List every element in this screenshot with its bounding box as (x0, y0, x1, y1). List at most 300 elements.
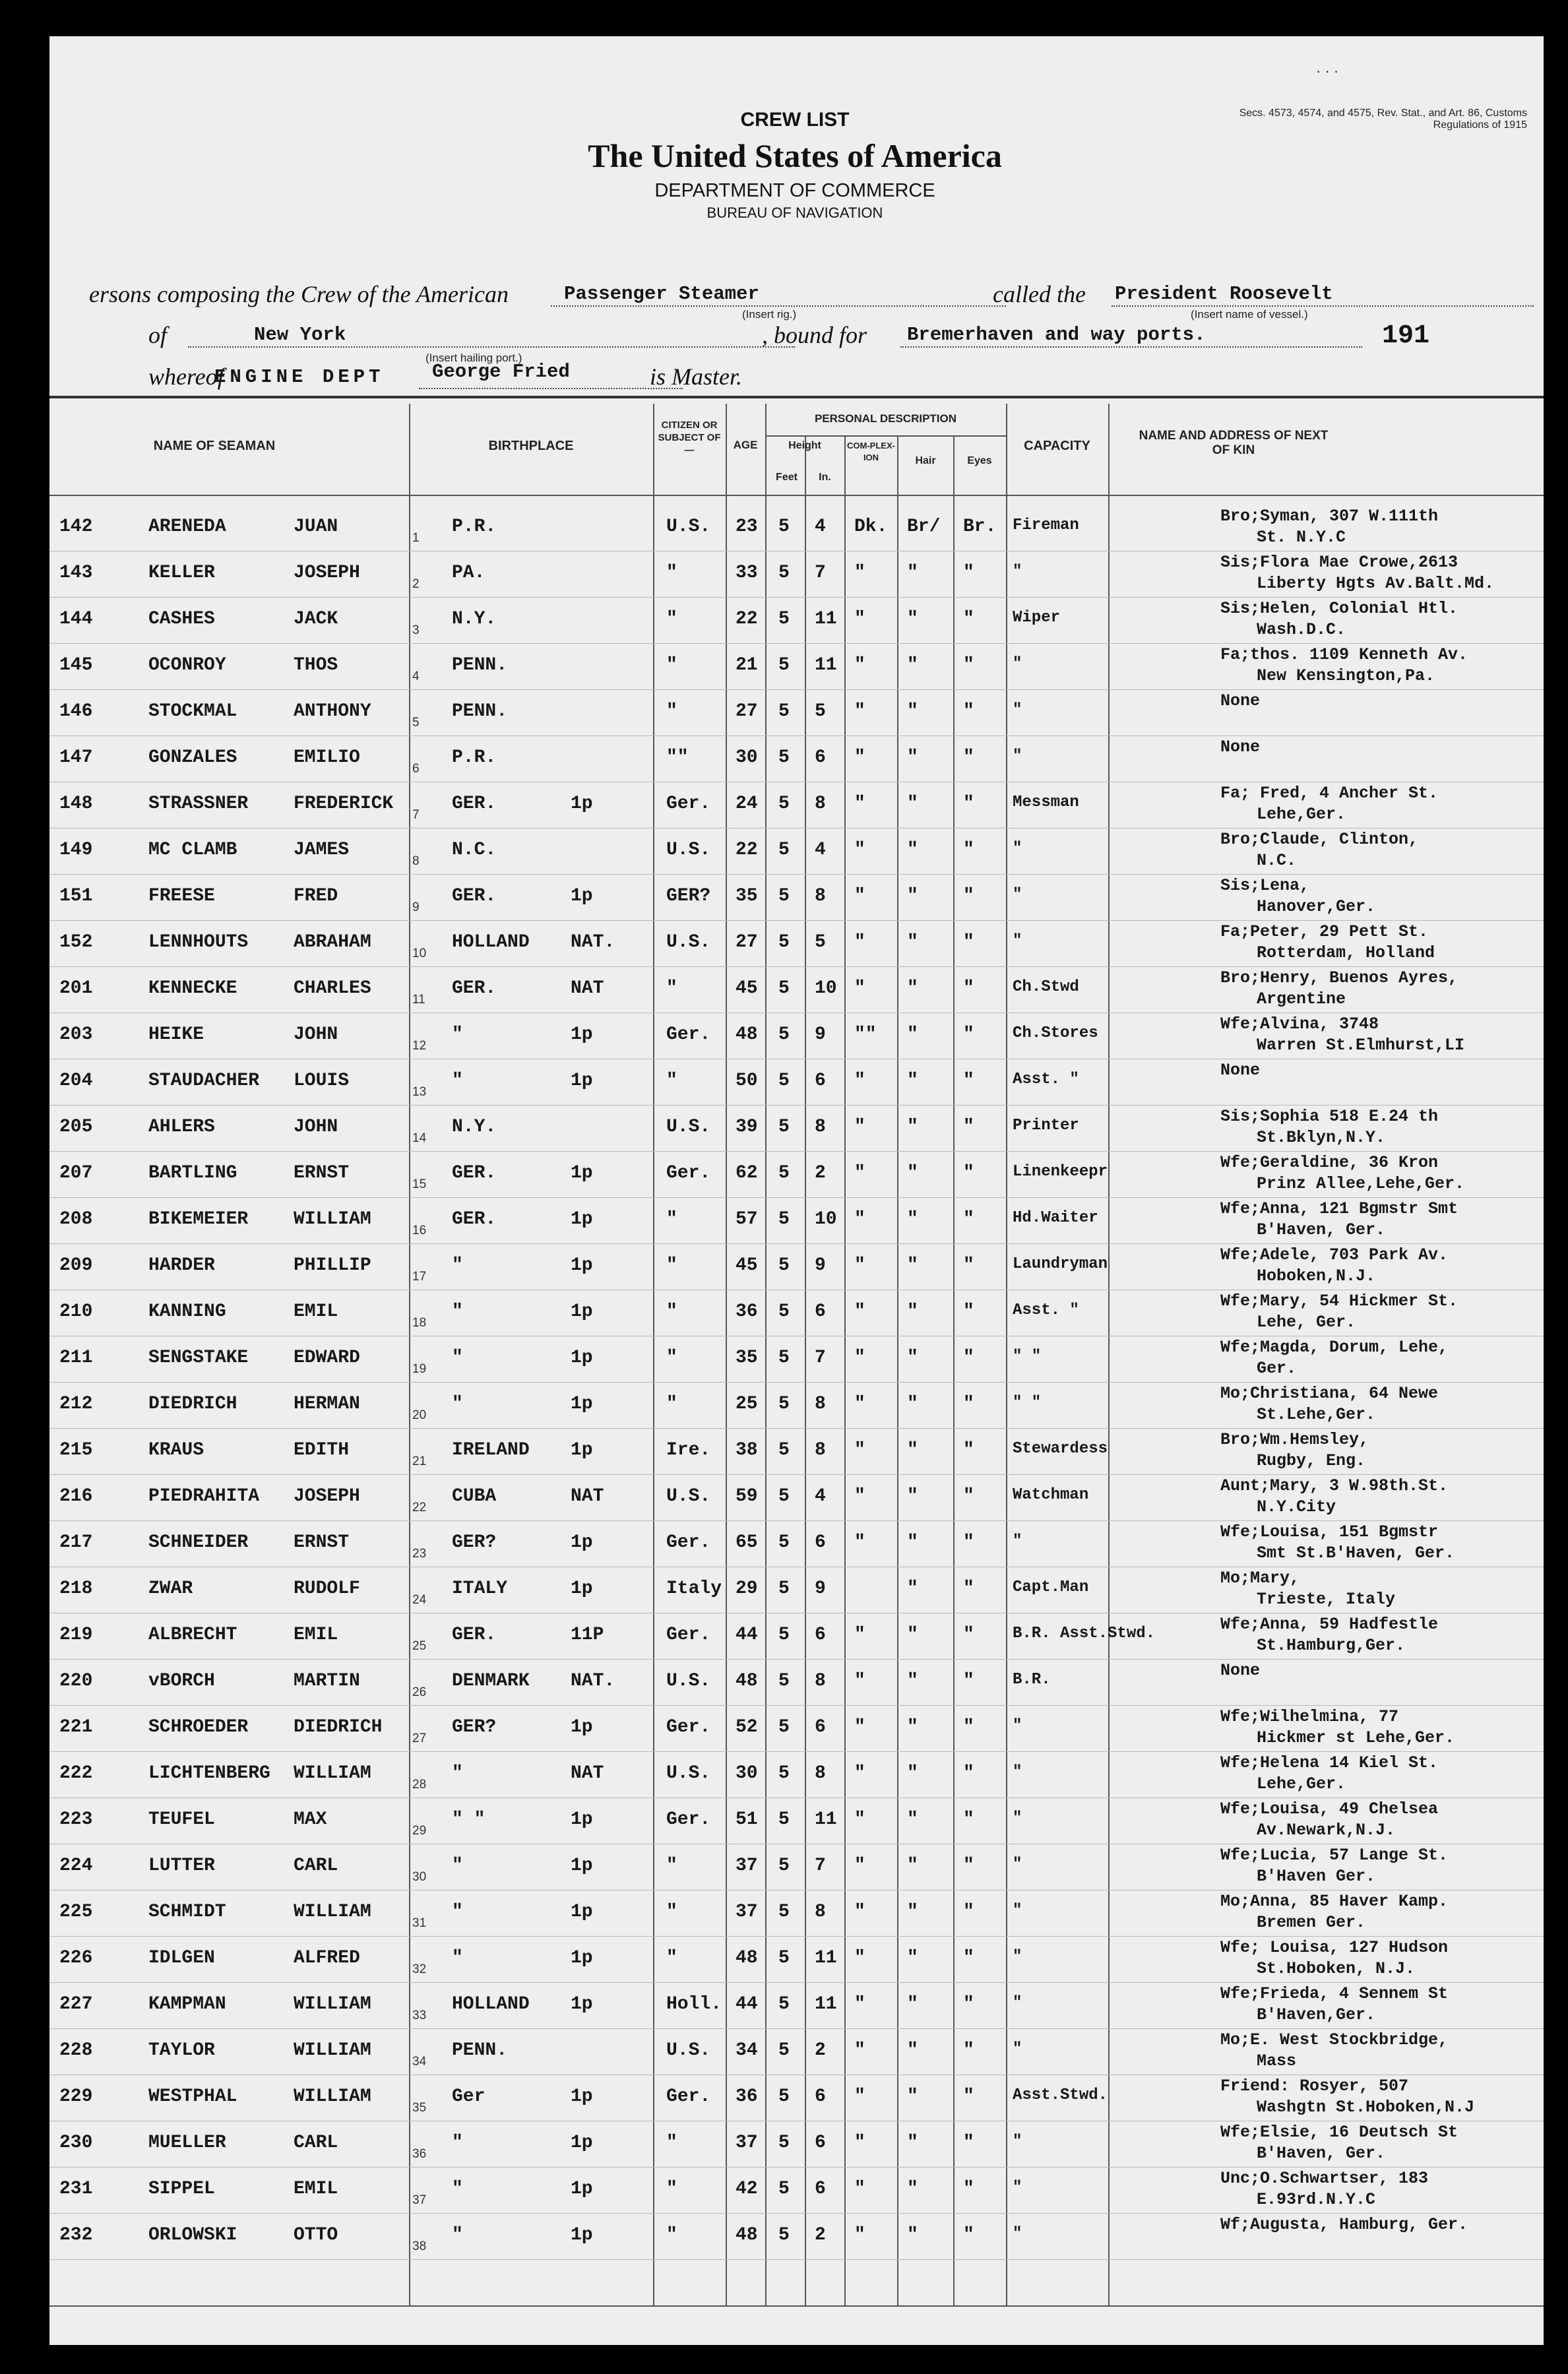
next-of-kin-line-2: Wash.D.C. (1257, 620, 1346, 639)
table-row (49, 1613, 1544, 1660)
line-number: 26 (412, 1685, 427, 1699)
row-number: 218 (59, 1578, 93, 1599)
seaman-given-name: EMILIO (294, 747, 360, 768)
height-inches: 8 (815, 1117, 826, 1137)
hair: " (907, 1902, 918, 1922)
naturalization: 1p (571, 1948, 593, 1968)
eyes: " (963, 747, 974, 768)
eyes: " (963, 1625, 974, 1645)
next-of-kin-line-2: Argentine (1257, 989, 1346, 1009)
age: 65 (736, 1532, 758, 1553)
age: 22 (736, 840, 758, 860)
age: 48 (736, 1671, 758, 1691)
hair: " (907, 1532, 918, 1553)
table-row (49, 828, 1544, 875)
table-top-rule (49, 396, 1544, 398)
complexion: " (854, 1671, 865, 1691)
hair: " (907, 701, 918, 722)
row-number: 221 (59, 1717, 93, 1737)
complexion: " (854, 655, 865, 675)
seaman-surname: KAMPMAN (148, 1994, 226, 2015)
row-number: 226 (59, 1948, 93, 1968)
capacity: Printer (1013, 1117, 1079, 1135)
eyes: Br. (963, 516, 997, 537)
eyes: " (963, 1071, 974, 1091)
next-of-kin-line-2: Trieste, Italy (1257, 1590, 1396, 1609)
next-of-kin-line-2: St.Lehe,Ger. (1257, 1405, 1376, 1424)
height-feet: 5 (778, 1117, 790, 1137)
complexion: " (854, 2040, 865, 2061)
hair: " (907, 1394, 918, 1414)
line-number: 8 (412, 854, 420, 868)
capacity: " (1013, 2179, 1022, 2197)
seaman-surname: PIEDRAHITA (148, 1486, 260, 1507)
height-feet: 5 (778, 1440, 790, 1460)
seaman-surname: SCHMIDT (148, 1902, 226, 1922)
table-row (49, 2121, 1544, 2168)
capacity: " (1013, 1948, 1022, 1966)
naturalization: 1p (571, 1856, 593, 1876)
seaman-given-name: THOS (294, 655, 338, 675)
next-of-kin-line-2: B'Haven, Ger. (1257, 2144, 1386, 2163)
table-row (49, 643, 1544, 690)
birthplace: GER. (452, 1163, 497, 1183)
table-row (49, 1474, 1544, 1521)
naturalization: 1p (571, 1532, 593, 1553)
height-inches: 6 (815, 1301, 826, 1322)
next-of-kin-line-1: Sis;Sophia 518 E.24 th (1220, 1107, 1439, 1126)
citizenship: " (666, 2179, 677, 2199)
naturalization: 1p (571, 2133, 593, 2153)
next-of-kin-line-2: Av.Newark,N.J. (1257, 1821, 1396, 1840)
hair: " (907, 2086, 918, 2107)
next-of-kin-line-2: Mass (1257, 2051, 1297, 2071)
citizenship: Ger. (666, 1163, 711, 1183)
table-row (49, 2028, 1544, 2075)
complexion: " (854, 1809, 865, 1830)
seaman-surname: MUELLER (148, 2133, 226, 2153)
age: 22 (736, 609, 758, 629)
row-number: 201 (59, 978, 93, 999)
seaman-given-name: ERNST (294, 1163, 350, 1183)
hair: " (907, 886, 918, 906)
seaman-given-name: WILLIAM (294, 1902, 371, 1922)
eyes: " (963, 609, 974, 629)
table-row (49, 966, 1544, 1013)
next-of-kin-line-1: None (1220, 1061, 1261, 1080)
next-of-kin-line-1: Fa;Peter, 29 Pett St. (1220, 922, 1429, 941)
seaman-given-name: WILLIAM (294, 1209, 371, 1230)
row-number: 209 (59, 1255, 93, 1276)
complexion: " (854, 747, 865, 768)
row-number: 225 (59, 1902, 93, 1922)
next-of-kin-line-2: Hanover,Ger. (1257, 897, 1376, 916)
eyes: " (963, 2225, 974, 2245)
next-of-kin-line-2: Liberty Hgts Av.Balt.Md. (1257, 574, 1495, 593)
height-feet: 5 (778, 1948, 790, 1968)
height-inches: 7 (815, 1856, 826, 1876)
nation-heading: The United States of America (588, 137, 1002, 174)
citizenship: U.S. (666, 1671, 711, 1691)
age: 21 (736, 655, 758, 675)
line-number: 25 (412, 1639, 427, 1653)
age: 37 (736, 1856, 758, 1876)
next-of-kin-line-1: Wfe;Anna, 121 Bgmstr Smt (1220, 1199, 1458, 1218)
age: 59 (736, 1486, 758, 1507)
age: 42 (736, 2179, 758, 2199)
citizenship: " (666, 1902, 677, 1922)
hair: " (907, 1163, 918, 1183)
citizenship: " (666, 1255, 677, 1276)
capacity: " (1013, 840, 1022, 858)
citizenship: " (666, 2133, 677, 2153)
eyes: " (963, 1948, 974, 1968)
next-of-kin-line-1: Unc;O.Schwartser, 183 (1220, 2169, 1429, 2188)
master-name: George Fried (432, 361, 570, 383)
hailing-caption: (Insert hailing port.) (425, 352, 522, 364)
hair: " (907, 2133, 918, 2153)
table-row (49, 1105, 1544, 1152)
hair: " (907, 1994, 918, 2015)
crew-intro-text: ersons composing the Crew of the American (89, 281, 509, 307)
line-number: 36 (412, 2147, 427, 2161)
age: 33 (736, 563, 758, 583)
capacity: " (1013, 1717, 1022, 1735)
eyes: " (963, 1994, 974, 2015)
seaman-given-name: MARTIN (294, 1671, 360, 1691)
hair: " (907, 1856, 918, 1876)
line-number: 9 (412, 900, 420, 914)
table-row (49, 1936, 1544, 1983)
birthplace: " (452, 2179, 463, 2199)
birthplace: IRELAND (452, 1440, 530, 1460)
birthplace: Ger (452, 2086, 486, 2107)
naturalization: NAT (571, 1486, 604, 1507)
seaman-surname: LUTTER (148, 1856, 215, 1876)
age: 23 (736, 516, 758, 537)
seaman-surname: MC CLAMB (148, 840, 237, 860)
line-number: 7 (412, 808, 420, 822)
citizenship: " (666, 1948, 677, 1968)
age: 45 (736, 1255, 758, 1276)
age: 35 (736, 886, 758, 906)
complexion: " (854, 1994, 865, 2015)
line-number: 21 (412, 1454, 427, 1468)
naturalization: 1p (571, 1301, 593, 1322)
table-row (49, 1751, 1544, 1798)
citizenship: Ger. (666, 1717, 711, 1737)
citizenship: "" (666, 747, 689, 768)
height-feet: 5 (778, 516, 790, 537)
complexion: " (854, 1763, 865, 1784)
citizenship: Italy (666, 1578, 722, 1599)
table-row (49, 2075, 1544, 2121)
next-of-kin-line-2: N.Y.City (1257, 1497, 1336, 1516)
rig-caption: (Insert rig.) (742, 308, 797, 321)
height-inches: 8 (815, 1394, 826, 1414)
eyes: " (963, 655, 974, 675)
citizenship: " (666, 1394, 677, 1414)
next-of-kin-line-1: Mo;Mary, (1220, 1569, 1300, 1588)
next-of-kin-line-1: None (1220, 1661, 1261, 1680)
col-header-personal: PERSONAL DESCRIPTION (814, 412, 957, 425)
seaman-given-name: JACK (294, 609, 338, 629)
table-row (49, 1151, 1544, 1198)
citizenship: Ger. (666, 1809, 711, 1830)
seaman-surname: SIPPEL (148, 2179, 215, 2199)
naturalization: 11P (571, 1625, 604, 1645)
seaman-surname: TEUFEL (148, 1809, 215, 1830)
next-of-kin-line-2: St.Hoboken, N.J. (1257, 1959, 1416, 1978)
next-of-kin-line-1: Wfe;Magda, Dorum, Lehe, (1220, 1338, 1449, 1357)
complexion: " (854, 609, 865, 629)
birthplace: " (452, 1024, 463, 1045)
hair: " (907, 794, 918, 814)
row-number: 224 (59, 1856, 93, 1876)
row-number: 212 (59, 1394, 93, 1414)
vessel-name: President Roosevelt (1115, 283, 1333, 305)
complexion: Dk. (854, 516, 888, 537)
seaman-given-name: WILLIAM (294, 2086, 371, 2107)
height-feet: 5 (778, 1255, 790, 1276)
birthplace: " (452, 1348, 463, 1368)
height-inches: 11 (815, 1948, 837, 1968)
statute-reference: Secs. 4573, 4574, and 4575, Rev. Stat., and Art. 86, Customs Regulations of 1915 (1239, 108, 1527, 131)
birthplace: N.C. (452, 840, 497, 860)
row-number: 147 (59, 747, 93, 768)
eyes: " (963, 932, 974, 953)
seaman-given-name: ERNST (294, 1532, 350, 1553)
hair: " (907, 840, 918, 860)
next-of-kin-line-1: Wfe;Adele, 703 Park Av. (1220, 1245, 1449, 1265)
row-number: 142 (59, 516, 93, 537)
col-header-age: AGE (733, 439, 758, 451)
naturalization: 1p (571, 1394, 593, 1414)
birthplace: GER? (452, 1717, 497, 1737)
eyes: " (963, 1578, 974, 1599)
eyes: " (963, 1763, 974, 1784)
birthplace: PA. (452, 563, 486, 583)
capacity: Capt.Man (1013, 1578, 1089, 1596)
height-feet: 5 (778, 701, 790, 722)
seaman-given-name: FRED (294, 886, 338, 906)
citizenship: " (666, 2225, 677, 2245)
height-inches: 8 (815, 1440, 826, 1460)
table-row (49, 782, 1544, 828)
line-number: 14 (412, 1131, 427, 1145)
hair: " (907, 2179, 918, 2199)
row-number: 207 (59, 1163, 93, 1183)
citizenship: Ger. (666, 794, 711, 814)
citizenship: " (666, 655, 677, 675)
height-inches: 6 (815, 1532, 826, 1553)
line-number: 19 (412, 1362, 427, 1376)
eyes: " (963, 1902, 974, 1922)
height-inches: 8 (815, 1763, 826, 1784)
next-of-kin-line-1: None (1220, 737, 1261, 757)
seaman-surname: LICHTENBERG (148, 1763, 270, 1784)
eyes: " (963, 1255, 974, 1276)
capacity: Watchman (1013, 1486, 1089, 1504)
eyes: " (963, 1440, 974, 1460)
citizenship: U.S. (666, 1117, 711, 1137)
height-inches: 8 (815, 886, 826, 906)
col-header-kin: NAME AND ADDRESS OF NEXT OF KIN (1139, 429, 1329, 457)
row-number: 144 (59, 609, 93, 629)
eyes: " (963, 1163, 974, 1183)
age: 36 (736, 2086, 758, 2107)
col-header-feet: Feet (776, 472, 798, 483)
citizenship: U.S. (666, 932, 711, 953)
seaman-given-name: JOHN (294, 1024, 338, 1045)
next-of-kin-line-2: Smt St.B'Haven, Ger. (1257, 1544, 1455, 1563)
bound-for-label: , bound for (762, 322, 867, 348)
seaman-surname: vBORCH (148, 1671, 215, 1691)
height-feet: 5 (778, 1486, 790, 1507)
eyes: " (963, 2133, 974, 2153)
seaman-surname: IDLGEN (148, 1948, 215, 1968)
capacity: " (1013, 886, 1022, 904)
age: 30 (736, 747, 758, 768)
line-number: 11 (412, 993, 425, 1007)
table-row (49, 1336, 1544, 1383)
next-of-kin-line-1: Wfe;Elsie, 16 Deutsch St (1220, 2123, 1458, 2142)
table-row (49, 1844, 1544, 1890)
birthplace: GER. (452, 886, 497, 906)
citizenship: " (666, 563, 677, 583)
complexion: " (854, 1255, 865, 1276)
complexion: " (854, 2086, 865, 2107)
complexion: " (854, 1209, 865, 1230)
age: 45 (736, 978, 758, 999)
table-row (49, 1890, 1544, 1937)
height-feet: 5 (778, 2086, 790, 2107)
birthplace: " (452, 1394, 463, 1414)
next-of-kin-line-2: E.93rd.N.Y.C (1257, 2190, 1376, 2209)
complexion: " (854, 794, 865, 814)
seaman-surname: FREESE (148, 886, 215, 906)
seaman-surname: STOCKMAL (148, 701, 237, 722)
next-of-kin-line-1: Wfe;Louisa, 49 Chelsea (1220, 1799, 1439, 1819)
hair: " (907, 1255, 918, 1276)
next-of-kin-line-1: Bro;Henry, Buenos Ayres, (1220, 968, 1458, 987)
birthplace: PENN. (452, 655, 508, 675)
master-line (419, 388, 683, 389)
age: 51 (736, 1809, 758, 1830)
height-inches: 7 (815, 563, 826, 583)
seaman-given-name: CARL (294, 1856, 338, 1876)
height-feet: 5 (778, 1625, 790, 1645)
seaman-given-name: JOHN (294, 1117, 338, 1137)
age: 27 (736, 701, 758, 722)
destination-line (900, 346, 1362, 348)
height-inches: 6 (815, 2179, 826, 2199)
seaman-given-name: ANTHONY (294, 701, 371, 722)
seaman-given-name: JOSEPH (294, 1486, 360, 1507)
complexion: " (854, 1440, 865, 1460)
corner-mark: · · · (1316, 63, 1339, 79)
table-row (49, 1982, 1544, 2029)
height-feet: 5 (778, 978, 790, 999)
height-inches: 4 (815, 516, 826, 537)
citizenship: Ger. (666, 1625, 711, 1645)
line-number: 31 (412, 1916, 427, 1930)
citizenship: " (666, 1856, 677, 1876)
hair: " (907, 1071, 918, 1091)
height-feet: 5 (778, 1348, 790, 1368)
capacity: " (1013, 1532, 1022, 1550)
birthplace: " (452, 1948, 463, 1968)
citizenship: U.S. (666, 516, 711, 537)
table-row (49, 1567, 1544, 1613)
height-feet: 5 (778, 1024, 790, 1045)
table-bottom-rule (49, 2305, 1544, 2307)
of-label: of (148, 322, 168, 348)
seaman-surname: BIKEMEIER (148, 1209, 249, 1230)
row-number: 204 (59, 1071, 93, 1091)
eyes: " (963, 2179, 974, 2199)
height-inches: 2 (815, 1163, 826, 1183)
birthplace: PENN. (452, 701, 508, 722)
col-header-eyes: Eyes (967, 455, 992, 466)
line-number: 23 (412, 1547, 427, 1561)
capacity: Laundryman (1013, 1255, 1108, 1273)
table-row (49, 1520, 1544, 1567)
height-feet: 5 (778, 1163, 790, 1183)
line-number: 15 (412, 1177, 427, 1191)
citizenship: U.S. (666, 1763, 711, 1784)
height-inches: 6 (815, 2133, 826, 2153)
next-of-kin-line-1: Aunt;Mary, 3 W.98th.St. (1220, 1476, 1449, 1495)
row-number: 216 (59, 1486, 93, 1507)
capacity: " (1013, 655, 1022, 673)
next-of-kin-line-2: Lehe, Ger. (1257, 1313, 1356, 1332)
next-of-kin-line-2: Washgtn St.Hoboken,N.J (1257, 2098, 1475, 2117)
hair: " (907, 1809, 918, 1830)
birthplace: " " (452, 1809, 486, 1830)
citizenship: Ger. (666, 2086, 711, 2107)
height-inches: 5 (815, 701, 826, 722)
age: 48 (736, 1024, 758, 1045)
birthplace: " (452, 2133, 463, 2153)
complexion: " (854, 1532, 865, 1553)
height-inches: 11 (815, 1809, 837, 1830)
seaman-given-name: RUDOLF (294, 1578, 360, 1599)
next-of-kin-line-2: Hoboken,N.J. (1257, 1266, 1376, 1286)
height-feet: 5 (778, 840, 790, 860)
age: 30 (736, 1763, 758, 1784)
citizenship: U.S. (666, 2040, 711, 2061)
birthplace: PENN. (452, 2040, 508, 2061)
table-row (49, 505, 1544, 551)
height-feet: 5 (778, 1717, 790, 1737)
called-the-label: called the (993, 281, 1086, 307)
height-feet: 5 (778, 1394, 790, 1414)
eyes: " (963, 1532, 974, 1553)
height-feet: 5 (778, 1809, 790, 1830)
line-number: 33 (412, 2009, 427, 2022)
seaman-given-name: EDITH (294, 1440, 350, 1460)
row-number: 228 (59, 2040, 93, 2061)
age: 38 (736, 1440, 758, 1460)
birthplace: " (452, 1902, 463, 1922)
height-feet: 5 (778, 2225, 790, 2245)
table-row (49, 1197, 1544, 1244)
next-of-kin-line-2: St.Bklyn,N.Y. (1257, 1128, 1386, 1147)
seaman-surname: TAYLOR (148, 2040, 215, 2061)
seaman-given-name: PHILLIP (294, 1255, 371, 1276)
seaman-surname: SCHNEIDER (148, 1532, 249, 1553)
